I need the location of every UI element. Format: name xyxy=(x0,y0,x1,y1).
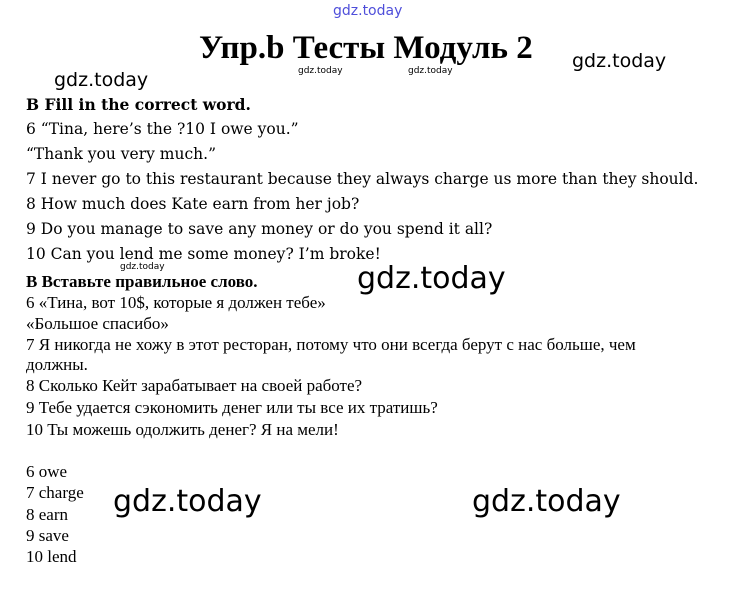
answer-item: 8 earn xyxy=(26,505,69,524)
answer-item: 9 save xyxy=(26,526,69,545)
page-title: Упр.b Тесты Модуль 2 xyxy=(199,30,533,66)
watermark-bottom-left: gdz.today xyxy=(113,484,262,519)
english-line: “Thank you very much.” xyxy=(26,145,217,163)
english-line: 6 “Tina, here’s the ?10 I owe you.” xyxy=(26,120,299,138)
answer-item: 6 owe xyxy=(26,462,68,481)
watermark-left-header: gdz.today xyxy=(54,69,149,91)
english-heading: B Fill in the correct word. xyxy=(26,95,251,114)
russian-line: 6 «Тина, вот 10$, которые я должен тебе» xyxy=(26,293,326,312)
watermark-top: gdz.today xyxy=(333,3,403,19)
russian-line: 10 Ты можешь одолжить денег? Я на мели! xyxy=(26,420,339,439)
english-line: 10 Can you lend me some money? I’m broke! xyxy=(26,245,381,263)
watermark-title-small-2: gdz.today xyxy=(408,66,453,76)
russian-line: «Большое спасибо» xyxy=(26,314,169,333)
russian-heading: B Вставьте правильное слово. xyxy=(26,272,258,291)
russian-line: 7 Я никогда не хожу в этот ресторан, потому что они всегда берут с нас больше, чем xyxy=(26,335,636,354)
english-line: 8 How much does Kate earn from her job? xyxy=(26,195,360,213)
russian-line: 9 Тебе удается сэкономить денег или ты все их тратишь? xyxy=(26,398,438,417)
russian-line: 8 Сколько Кейт зарабатывает на своей работе? xyxy=(26,376,363,395)
english-line: 7 I never go to this restaurant because they always charge us more than they should. xyxy=(26,170,699,188)
watermark-bottom-right: gdz.today xyxy=(472,484,621,519)
watermark-center: gdz.today xyxy=(357,261,506,296)
answer-item: 10 lend xyxy=(26,547,77,566)
watermark-title-small-1: gdz.today xyxy=(298,66,343,76)
english-line: 9 Do you manage to save any money or do you spend it all? xyxy=(26,220,493,238)
watermark-mid-small: gdz.today xyxy=(120,262,165,272)
answer-item: 7 charge xyxy=(26,483,84,502)
russian-line: должны. xyxy=(26,355,88,374)
watermark-near-title: gdz.today xyxy=(572,50,667,72)
